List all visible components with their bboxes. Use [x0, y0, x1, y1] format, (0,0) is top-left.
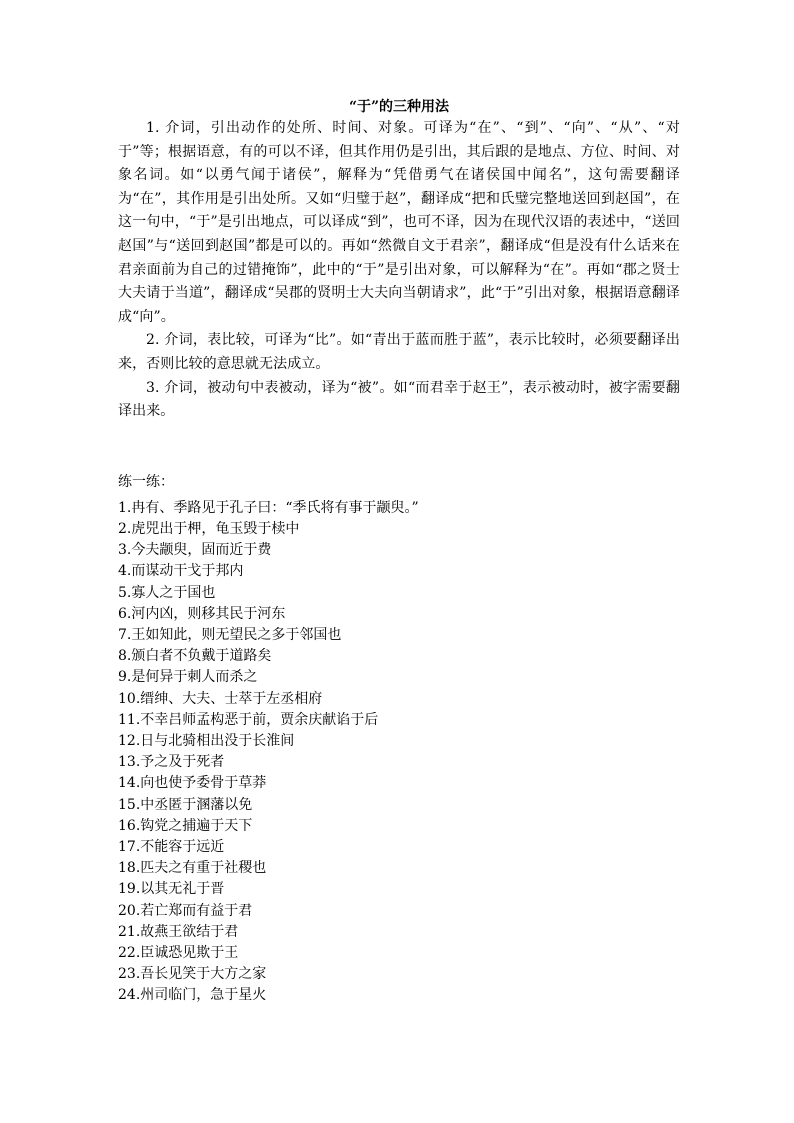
exercise-item: 4.而谋动干戈于邦内 [118, 563, 244, 580]
exercise-item: 1.冉有、季路见于孔子曰：“季氏将有事于颛臾。” [118, 499, 419, 516]
exercise-item: 18.匹夫之有重于社稷也 [118, 860, 267, 877]
exercise-list [118, 498, 680, 1007]
exercise-item: 3.今夫颛臾，固而近于费 [118, 542, 272, 559]
exercise-item: 19.以其无礼于晋 [118, 881, 225, 898]
exercise-item: 8.颁白者不负戴于道路矣 [118, 648, 272, 665]
usage-paragraph-2: 2. 介词，表比较，可译为“比”。如“青出于蓝而胜于蓝”，表示比较时，必须要翻译出来，否则比较的意思就无法成立。 [118, 332, 680, 372]
usage-paragraph-1: 1. 介词，引出动作的处所、时间、对象。可译为“在”、“到”、“向”、“从”、“对于”等；根据语意，有的可以不译，但其作用仍是引出，其后跟的是地点、方位、时间、对象名词。如“以勇气闻于诸侯”，解释为“凭借勇气在诸侯国中闻名”，这句需要翻译为“在”，其作用是引出处所。又如“归璧于赵”，翻译成“把和氏璧完整地送回到赵国”，在这一句中，“于”是引出地点，可以译成“到”，也可不译，因为在现代汉语的表述中，“送回赵国”与“送回到赵国”都是可以的。再如“然微自文于君亲”，翻译成“但是没有什么话来在君亲面前为自己的过错掩饰”，此中的“于”是引出对象，可以解释为“在”。再如“郡之贤士大夫请于当道”，翻译成“吴郡的贤明士大夫向当朝请求”，此“于”引出对象，根据语意翻译成“向”。 [118, 120, 680, 325]
exercise-item: 21.故燕王欲结于君 [118, 923, 239, 940]
exercise-item: 23.吾长见笑于大方之家 [118, 966, 267, 983]
exercise-item: 24.州司临门，急于星火 [118, 987, 267, 1004]
usage-section [118, 117, 680, 424]
practice-section [118, 472, 680, 1007]
exercise-item: 14.向也使予委骨于草莽 [118, 775, 267, 792]
exercise-item: 2.虎兕出于柙，龟玉毁于椟中 [118, 520, 300, 537]
document-title: “于”的三种用法 [348, 99, 450, 115]
exercise-item: 12.日与北骑相出没于长淮间 [118, 732, 295, 749]
exercise-item: 22.臣诚恐见欺于王 [118, 944, 239, 961]
exercise-item: 5.寡人之于国也 [118, 584, 216, 601]
document-page [118, 97, 680, 1007]
exercise-item: 6.河内凶，则移其民于河东 [118, 605, 286, 622]
usage-paragraph-3: 3. 介词，被动句中表被动，译为“被”。如“而君幸于赵王”，表示被动时，被字需要翻译出来。 [118, 379, 680, 420]
exercise-item: 7.王如知此，则无望民之多于邻国也 [118, 626, 342, 643]
exercise-item: 13.予之及于死者 [118, 754, 225, 771]
exercise-item: 17.不能容于远近 [118, 838, 225, 855]
practice-heading: 练一练： [118, 473, 174, 490]
exercise-item: 16.钩党之捕遍于天下 [118, 817, 253, 834]
exercise-item: 20.若亡郑而有益于君 [118, 902, 253, 919]
exercise-item: 15.中丞匿于溷藩以免 [118, 796, 253, 813]
exercise-item: 9.是何异于刺人而杀之 [118, 669, 258, 686]
exercise-item: 10.缙绅、大夫、士萃于左丞相府 [118, 690, 323, 707]
section-spacer [118, 424, 680, 472]
exercise-item: 11.不幸吕师孟构恶于前，贾余庆献谄于后 [118, 711, 379, 728]
